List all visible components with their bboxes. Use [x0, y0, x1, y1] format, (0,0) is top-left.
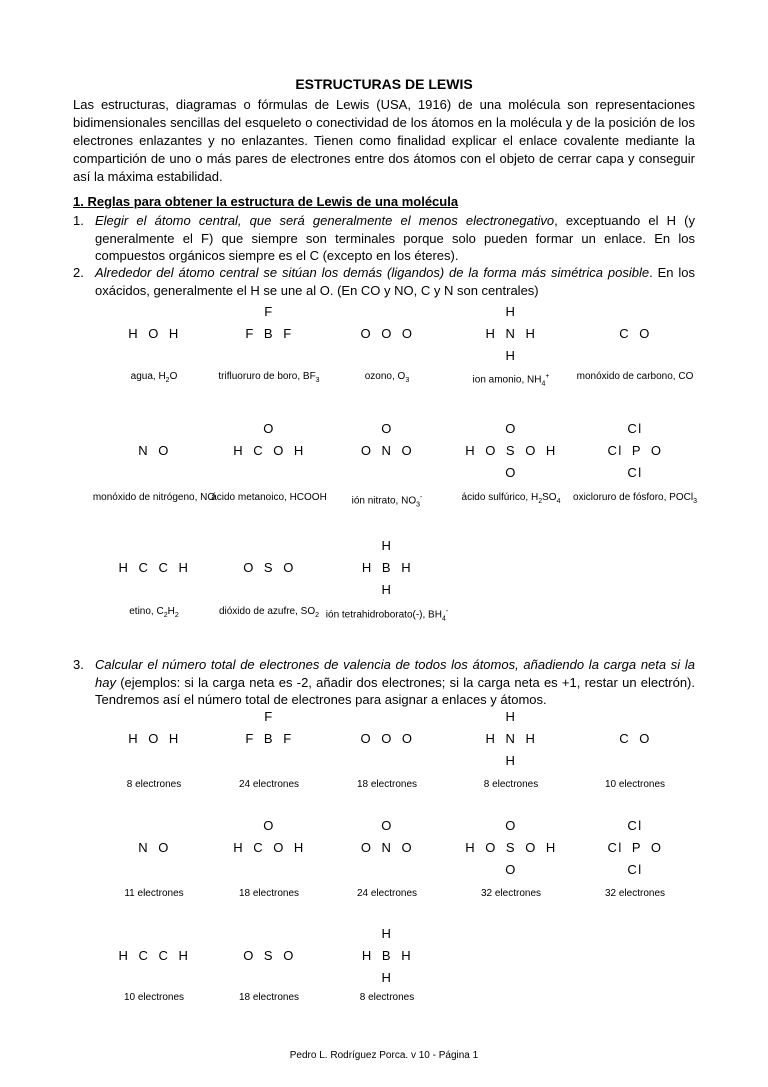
rule-number: 2. — [73, 265, 84, 280]
electron-count: 18 electrones — [238, 992, 300, 1003]
molecule-caption: ión tetrahidroborato(-), $BH_4^-$ — [325, 608, 449, 623]
rule-number: 1. — [73, 213, 84, 228]
atom-row — [570, 709, 700, 724]
atom-row — [322, 862, 452, 877]
atom-row — [204, 348, 334, 363]
molecule-structure — [322, 421, 452, 487]
atom-row — [204, 582, 334, 597]
atom-row: O S O — [243, 948, 295, 963]
molecule-electrons-structure — [446, 709, 576, 775]
atom-row — [322, 304, 452, 319]
atom-row: H C O H — [233, 443, 305, 458]
atom-row: O — [263, 421, 275, 436]
atom-row: O N O — [360, 840, 414, 855]
atom-row: O S O — [243, 560, 295, 575]
atom-row: H C O H — [233, 840, 305, 855]
molecule-electrons-structure — [204, 926, 334, 992]
rule-italic-text: Elegir el átomo central, que será generalmente el menos electronegativo — [95, 213, 555, 228]
atom-row: O — [505, 421, 517, 436]
atom-row: O — [505, 818, 517, 833]
atom-row: H C C H — [118, 948, 190, 963]
molecule-caption: ión nitrato, $NO_3^-$ — [351, 494, 423, 509]
atom-row — [204, 753, 334, 768]
atom-row — [89, 818, 219, 833]
molecule-electrons-structure — [446, 818, 576, 884]
electron-count: 10 electrones — [604, 779, 666, 790]
molecule-caption: monóxido de carbono, CO — [576, 371, 694, 382]
atom-row — [89, 465, 219, 480]
atom-row: H — [381, 582, 393, 597]
atom-row: H — [505, 753, 517, 768]
molecule-structure — [204, 538, 334, 604]
electron-count: 32 electrones — [604, 888, 666, 899]
rule-2 — [73, 264, 695, 299]
atom-row: H — [505, 348, 517, 363]
atom-row — [570, 348, 700, 363]
molecule-electrons-structure — [89, 926, 219, 992]
page-footer: Pedro L. Rodríguez Porca. v 10 - Página 1 — [289, 1050, 479, 1061]
atom-row — [204, 538, 334, 553]
electron-count: 8 electrones — [483, 779, 539, 790]
electron-count: 8 electrones — [126, 779, 182, 790]
molecule-caption: agua, $H_2O$ — [130, 371, 178, 384]
molecule-caption: oxicloruro de fósforo, POCl$_3$ — [573, 492, 697, 505]
atom-row: O — [505, 862, 517, 877]
atom-row — [322, 348, 452, 363]
atom-row — [204, 970, 334, 985]
electron-count: 18 electrones — [238, 888, 300, 899]
electron-count: 10 electrones — [123, 992, 185, 1003]
atom-row: H C C H — [118, 560, 190, 575]
atom-row: F B F — [245, 326, 293, 341]
molecule-caption: ozono, $O_3$ — [364, 371, 410, 384]
atom-row: N O — [138, 443, 170, 458]
rule-text: , exceptuando el H (y generalmente el F) que siempre son terminales porque solo pueden formar un enlace. En los compuestos orgánicos siempre es el C (excepto en los éteres). — [95, 213, 695, 263]
molecule-electrons-structure — [322, 709, 452, 775]
atom-row: O — [263, 818, 275, 833]
molecule-electrons-structure — [570, 818, 700, 884]
molecule-structure — [322, 538, 452, 604]
atom-row: O N O — [360, 443, 414, 458]
atom-row: H — [505, 709, 517, 724]
molecule-electrons-structure — [204, 709, 334, 775]
atom-row: H O S O H — [465, 443, 557, 458]
atom-row: Cl — [627, 862, 643, 877]
atom-row: H O H — [128, 731, 180, 746]
atom-row — [89, 862, 219, 877]
atom-row: H — [381, 970, 393, 985]
atom-row: F B F — [245, 731, 293, 746]
atom-row — [89, 538, 219, 553]
atom-row: O — [381, 818, 393, 833]
atom-row: H — [381, 538, 393, 553]
atom-row — [89, 709, 219, 724]
atom-row — [89, 582, 219, 597]
atom-row: O O O — [360, 731, 414, 746]
atom-row — [204, 465, 334, 480]
atom-row: H — [505, 304, 517, 319]
atom-row — [89, 421, 219, 436]
molecule-structure — [446, 304, 576, 370]
atom-row: C O — [619, 731, 651, 746]
atom-row: C O — [619, 326, 651, 341]
atom-row: H N H — [485, 731, 537, 746]
molecule-structure — [446, 421, 576, 487]
atom-row — [570, 304, 700, 319]
atom-row: H — [381, 926, 393, 941]
atom-row: H O S O H — [465, 840, 557, 855]
atom-row — [204, 862, 334, 877]
molecule-caption: dióxido de azufre, $SO_2$ — [218, 606, 320, 619]
atom-row — [89, 753, 219, 768]
molecule-structure — [322, 304, 452, 370]
atom-row — [322, 465, 452, 480]
molecule-structure — [570, 421, 700, 487]
rule-text: (ejemplos: si la carga neta es -2, añadir dos electrones; si la carga neta es +1, restar un electrón). Tendremos así el número total de electrones para asignar a enlaces y átomos. — [95, 674, 695, 707]
atom-row: Cl — [627, 421, 643, 436]
atom-row — [322, 709, 452, 724]
electron-count: 24 electrones — [238, 779, 300, 790]
molecule-electrons-structure — [89, 709, 219, 775]
molecule-structure — [204, 304, 334, 370]
atom-row: O O O — [360, 326, 414, 341]
atom-row: H N H — [485, 326, 537, 341]
atom-row — [89, 304, 219, 319]
molecule-caption: etino, $C_2H_2$ — [129, 606, 179, 619]
atom-row: Cl P O — [607, 443, 663, 458]
atom-row — [570, 753, 700, 768]
atom-row — [89, 926, 219, 941]
electron-count: 32 electrones — [480, 888, 542, 899]
molecule-structure — [89, 421, 219, 487]
electron-count: 11 electrones — [124, 888, 184, 899]
atom-row: H B H — [361, 560, 413, 575]
electron-count: 24 electrones — [356, 888, 418, 899]
electron-count: 18 electrones — [356, 779, 418, 790]
rule-1 — [73, 212, 695, 265]
molecule-electrons-structure — [204, 818, 334, 884]
molecule-electrons-structure — [89, 818, 219, 884]
atom-row: F — [264, 709, 274, 724]
atom-row — [322, 753, 452, 768]
rule-number: 3. — [73, 657, 84, 672]
electron-count: 8 electrones — [359, 992, 415, 1003]
molecule-caption: ion amonio, $NH_4^+$ — [472, 373, 550, 388]
rule-text: . En los oxácidos, generalmente el H se une al O. (En CO y NO, C y N son centrales) — [95, 265, 695, 298]
atom-row: F — [264, 304, 274, 319]
section-heading: 1. Reglas para obtener la estructura de Lewis de una molécula — [73, 194, 459, 209]
atom-row: N O — [138, 840, 170, 855]
molecule-caption: monóxido de nitrógeno, NO — [92, 492, 216, 503]
molecule-structure — [204, 421, 334, 487]
atom-row: O — [381, 421, 393, 436]
atom-row: H O H — [128, 326, 180, 341]
atom-row: Cl P O — [607, 840, 663, 855]
molecule-electrons-structure — [322, 926, 452, 992]
rule-italic-text: Alrededor del átomo central se sitúan los demás (ligandos) de la forma más simétrica posible — [95, 265, 650, 280]
atom-row — [204, 926, 334, 941]
molecule-electrons-structure — [322, 818, 452, 884]
intro-paragraph: Las estructuras, diagramas o fórmulas de Lewis (USA, 1916) de una molécula son representaciones bidimensionales sencillas del esqueleto o conectividad de los átomos en la molécula y de la posición de los electrones enlazantes y no enlazantes. Tienen como finalidad explicar el enlace covalente mediante la compartición de uno o más pares de electrones entre dos átomos con el objeto de cerrar capa y conseguir así la máxima estabilidad. — [73, 97, 695, 184]
molecule-structure — [89, 304, 219, 370]
atom-row — [89, 348, 219, 363]
rule-3 — [73, 656, 695, 709]
molecule-electrons-structure — [570, 709, 700, 775]
atom-row: O — [505, 465, 517, 480]
atom-row: H B H — [361, 948, 413, 963]
atom-row: Cl — [627, 465, 643, 480]
molecule-structure — [89, 538, 219, 604]
rule-italic-text: Calcular el número total de electrones de valencia de todos los átomos, añadiendo la carga neta si la hay — [95, 657, 695, 690]
molecule-caption: ácido metanoico, HCOOH — [211, 492, 327, 503]
molecule-caption: ácido sulfúrico, $H_2SO_4$ — [461, 492, 561, 505]
atom-row — [89, 970, 219, 985]
page-title: ESTRUCTURAS DE LEWIS — [295, 76, 473, 92]
atom-row: Cl — [627, 818, 643, 833]
molecule-caption: trifluoruro de boro, $BF_3$ — [218, 371, 320, 384]
molecule-structure — [570, 304, 700, 370]
